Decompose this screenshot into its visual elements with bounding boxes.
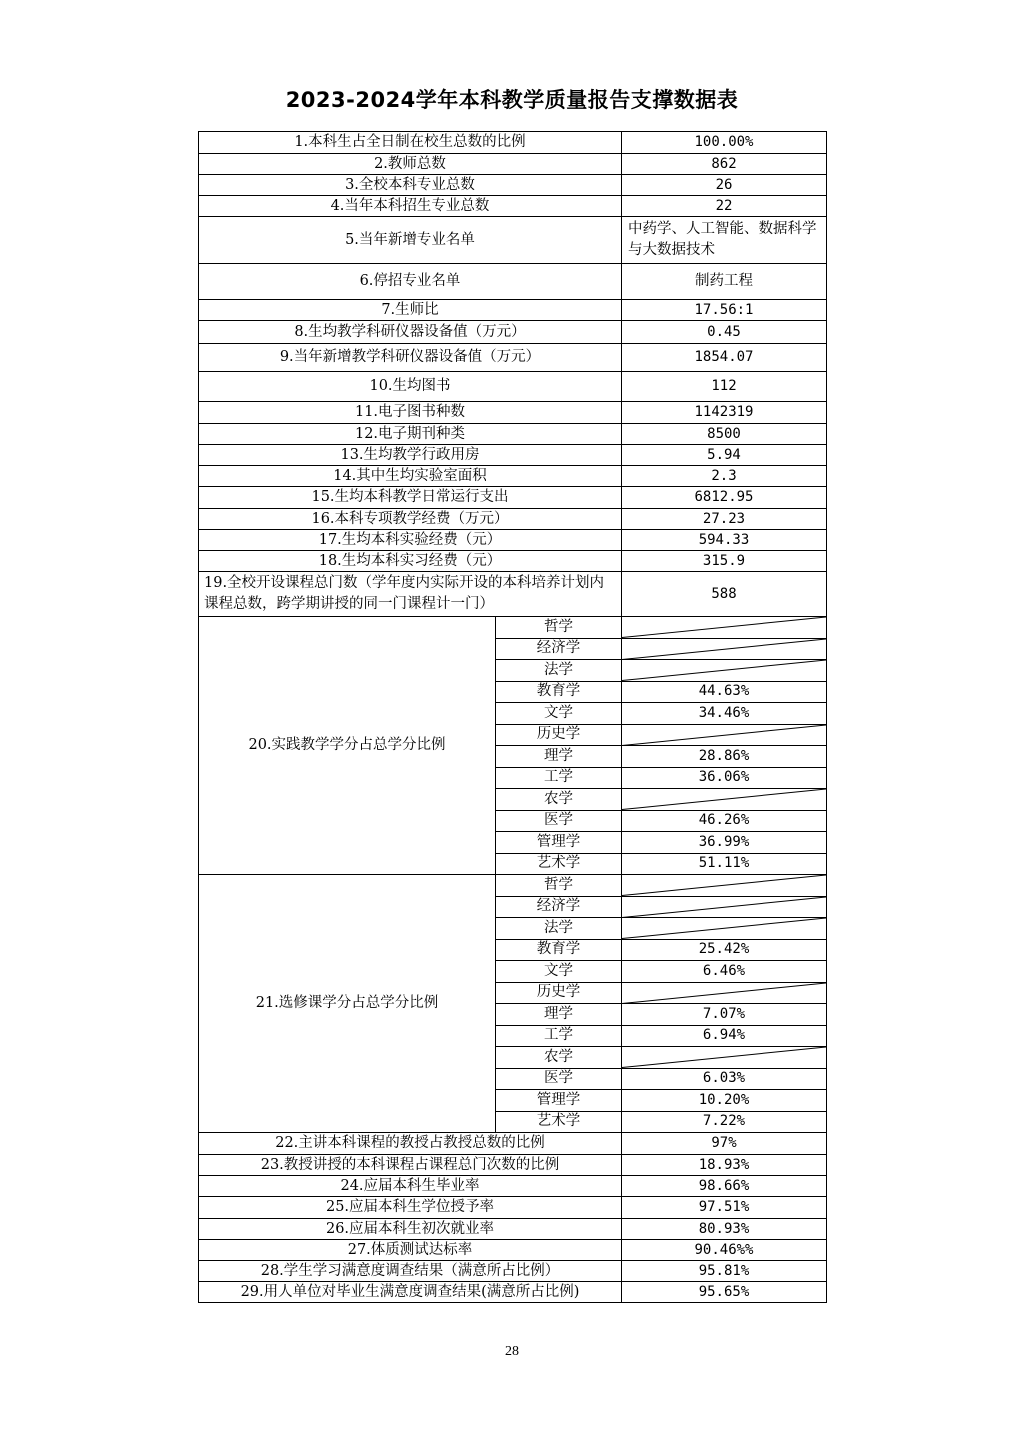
table-row [199,466,827,487]
row-label: 10.生均图书 [199,372,622,402]
row-value: 0.45 [622,321,827,344]
discipline-label: 经济学 [496,638,622,660]
discipline-label: 哲学 [496,617,622,639]
discipline-label: 文学 [496,961,622,983]
group-label: 20.实践教学学分占总学分比例 [199,617,496,875]
table-row [199,509,827,530]
empty-value-cell [622,1047,827,1069]
row-label: 22.主讲本科课程的教授占教授总数的比例 [199,1133,622,1155]
row-label: 9.当年新增教学科研仪器设备值（万元） [199,344,622,372]
table-row [199,530,827,551]
discipline-label: 教育学 [496,681,622,703]
row-label: 6.停招专业名单 [199,264,622,300]
row-label: 25.应届本科生学位授予率 [199,1197,622,1219]
row-label: 17.生均本科实验经费（元） [199,530,622,551]
row-label: 14.其中生均实验室面积 [199,466,622,487]
discipline-label: 法学 [496,660,622,682]
table-row [199,344,827,372]
row-label: 27.体质测试达标率 [199,1240,622,1261]
row-value: 80.93% [622,1219,827,1240]
discipline-label: 医学 [496,810,622,832]
empty-value-cell [622,875,827,897]
discipline-value: 10.20% [622,1090,827,1112]
discipline-label: 工学 [496,767,622,789]
row-label: 16.本科专项教学经费（万元） [199,509,622,530]
row-value: 594.33 [622,530,827,551]
table-row [199,1133,827,1155]
empty-value-cell [622,724,827,746]
table-row [199,1155,827,1176]
row-value: 22 [622,196,827,217]
row-label: 1.本科生占全日制在校生总数的比例 [199,132,622,154]
discipline-value: 46.26% [622,810,827,832]
group-label: 21.选修课学分占总学分比例 [199,875,496,1133]
table-row [199,572,827,617]
diagonal-slash-icon [622,983,826,1004]
diagonal-slash-icon [622,725,826,746]
discipline-label: 农学 [496,789,622,811]
row-label: 13.生均教学行政用房 [199,445,622,466]
discipline-value: 36.06% [622,767,827,789]
row-value: 5.94 [622,445,827,466]
empty-value-cell [622,660,827,682]
row-label: 8.生均教学科研仪器设备值（万元） [199,321,622,344]
discipline-label: 历史学 [496,724,622,746]
table-row [199,551,827,572]
table-row [199,132,827,154]
discipline-value: 6.03% [622,1068,827,1090]
page-number: 28 [505,1344,519,1359]
row-value: 112 [622,372,827,402]
row-value: 8500 [622,424,827,445]
discipline-label: 理学 [496,746,622,768]
row-value: 中药学、人工智能、数据科学与大数据技术 [622,217,827,264]
diagonal-slash-icon [622,617,826,638]
discipline-label: 艺术学 [496,853,622,875]
row-label: 24.应届本科生毕业率 [199,1176,622,1197]
discipline-value: 6.94% [622,1025,827,1047]
table-row [199,175,827,196]
empty-value-cell [622,638,827,660]
row-value: 6812.95 [622,487,827,509]
empty-value-cell [622,789,827,811]
discipline-label: 医学 [496,1068,622,1090]
discipline-label: 管理学 [496,1090,622,1112]
row-label: 4.当年本科招生专业总数 [199,196,622,217]
row-value: 588 [622,572,827,617]
diagonal-slash-icon [622,1047,826,1068]
row-value: 100.00% [622,132,827,154]
table-row [199,196,827,217]
table-row [199,300,827,321]
empty-value-cell [622,982,827,1004]
row-value: 98.66% [622,1176,827,1197]
table-row [199,617,827,639]
row-label: 3.全校本科专业总数 [199,175,622,196]
table-row [199,445,827,466]
discipline-label: 法学 [496,918,622,940]
row-label: 5.当年新增专业名单 [199,217,622,264]
discipline-label: 历史学 [496,982,622,1004]
row-label: 2.教师总数 [199,154,622,175]
table-row [199,875,827,897]
row-label: 11.电子图书种数 [199,402,622,424]
discipline-value: 36.99% [622,832,827,854]
discipline-label: 哲学 [496,875,622,897]
row-value: 2.3 [622,466,827,487]
discipline-label: 艺术学 [496,1111,622,1133]
empty-value-cell [622,918,827,940]
empty-value-cell [622,896,827,918]
table-row [199,217,827,264]
row-value: 27.23 [622,509,827,530]
discipline-value: 51.11% [622,853,827,875]
discipline-label: 工学 [496,1025,622,1047]
row-label: 15.生均本科教学日常运行支出 [199,487,622,509]
row-value: 制药工程 [622,264,827,300]
row-label: 18.生均本科实习经费（元） [199,551,622,572]
row-value: 95.81% [622,1261,827,1282]
data-table [198,131,827,1303]
table-row [199,1176,827,1197]
discipline-label: 文学 [496,703,622,725]
table-row [199,154,827,175]
row-value: 1142319 [622,402,827,424]
row-value: 95.65% [622,1282,827,1303]
discipline-value: 28.86% [622,746,827,768]
row-label: 7.生师比 [199,300,622,321]
row-label: 26.应届本科生初次就业率 [199,1219,622,1240]
diagonal-slash-icon [622,660,826,681]
empty-value-cell [622,617,827,639]
table-row [199,1219,827,1240]
table-row [199,321,827,344]
row-label: 29.用人单位对毕业生满意度调查结果(满意所占比例) [199,1282,622,1303]
diagonal-slash-icon [622,789,826,810]
discipline-label: 管理学 [496,832,622,854]
discipline-label: 农学 [496,1047,622,1069]
page-title: 2023-2024学年本科教学质量报告支撑数据表 [285,88,739,112]
table-row [199,372,827,402]
diagonal-slash-icon [622,897,826,918]
discipline-value: 6.46% [622,961,827,983]
table-row [199,487,827,509]
row-label: 23.教授讲授的本科课程占课程总门次数的比例 [199,1155,622,1176]
row-label: 28.学生学习满意度调查结果（满意所占比例） [199,1261,622,1282]
table-row [199,402,827,424]
row-value: 862 [622,154,827,175]
discipline-label: 教育学 [496,939,622,961]
discipline-value: 44.63% [622,681,827,703]
table-row [199,1197,827,1219]
row-value: 90.46%% [622,1240,827,1261]
diagonal-slash-icon [622,918,826,939]
row-value: 1854.07 [622,344,827,372]
row-label: 19.全校开设课程总门数（学年度内实际开设的本科培养计划内课程总数，跨学期讲授的同一门课程计一门） [199,572,622,617]
discipline-value: 34.46% [622,703,827,725]
diagonal-slash-icon [622,875,826,896]
discipline-label: 理学 [496,1004,622,1026]
row-label: 12.电子期刊种类 [199,424,622,445]
row-value: 97.51% [622,1197,827,1219]
discipline-value: 7.07% [622,1004,827,1026]
discipline-value: 7.22% [622,1111,827,1133]
discipline-label: 经济学 [496,896,622,918]
row-value: 17.56:1 [622,300,827,321]
table-row [199,1261,827,1282]
table-row [199,1240,827,1261]
row-value: 97% [622,1133,827,1155]
row-value: 26 [622,175,827,196]
table-row [199,1282,827,1303]
row-value: 18.93% [622,1155,827,1176]
table-row [199,264,827,300]
discipline-value: 25.42% [622,939,827,961]
diagonal-slash-icon [622,639,826,660]
table-row [199,424,827,445]
row-value: 315.9 [622,551,827,572]
